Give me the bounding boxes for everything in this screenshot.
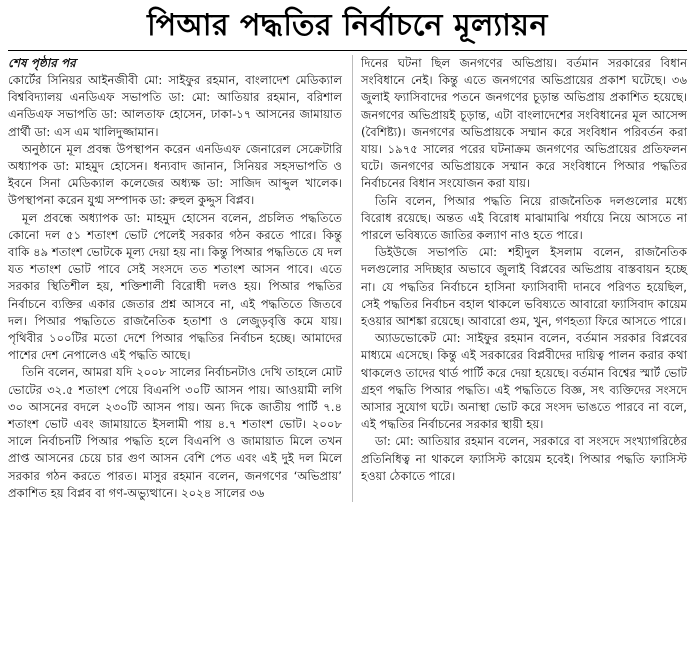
left-column bbox=[8, 55, 342, 502]
right-column bbox=[352, 55, 687, 502]
paragraph: তিনি বলেন, পিআর পদ্ধতি নিয়ে রাজনৈতিক দলগুলোর মধ্যে বিরোধ রয়েছে। অন্তত এই বিরোধ মাঝামাঝি পর্যায়ে নিয়ে আসতে না পারলে ভবিষ্যতে জাতির কল্যাণ নাও হতে পারে। bbox=[361, 193, 687, 243]
paragraph: তিনি বলেন, আমরা যদি ২০০৮ সালের নির্বাচনটাও দেখি তাহলে মোট ভোটের ৩২.৫ শতাংশ পেয়ে বিএনপি ৩০টি আসন পায়। আওয়ামী লগি ৩০ আসনের বদলে ২৩০টি আসন পায়। অন্য দিকে জাতীয় পার্টি ৭.৪ শতাংশ ভোট এবং জামায়াতে ইসলামী পায় ৪.৭ শতাংশ ভোট। ২০০৮ সালে নির্বাচনটি পিআর পদ্ধতি হলে বিএনপি ও জামায়াত মিলে তখন প্রাপ্ত আসনের চেয়ে চার গুণ আসন বেশি পেত এবং এই দুই দল মিলে সরকার গঠন করতে পারত। মাসুর রহমান বলেন, জনগণের ‘অভিপ্রায়’ প্রকাশিত হয় বিপ্লব বা গণ-অভ্যুত্থানে। ২০২৪ সালের ৩৬ bbox=[8, 365, 342, 500]
article-body bbox=[8, 55, 687, 502]
article-headline: পিআর পদ্ধতির নির্বাচনে মূল্যায়ন bbox=[147, 8, 548, 43]
paragraph: মূল প্রবন্ধে অধ্যাপক ডা: মাহমুদ হোসেন বলেন, প্রচলিত পদ্ধতিতে কোনো দল ৫১ শতাংশ ভোট পেলেই সরকার গঠন করতে পারে। কিন্তু বাকি ৪৯ শতাংশ ভোটকে মূল্য দেয়া হয় না। কিন্তু পিআর পদ্ধতিতে যে দল যত শতাংশ ভোট পাবে সেই সংসদে তত শতাংশ আসন পাবে। এতে সরকার স্থিতিশীল হয়, শক্তিশালী বিরোধী দলও হয়। পিআর পদ্ধতির নির্বাচনে ব্যক্তির একার জেতার প্রশ্ন আসবে না, এই পদ্ধতিতে জিতবে দল। পিআর পদ্ধতিতে রাজনৈতিক হতাশা ও লেজুড়বৃত্তি কমে যায়। পৃথিবীর ১০০টির মতো দেশে পিআর পদ্ধতির নির্বাচন হচ্ছে। আমাদের পাশের দেশ নেপালেও এই পদ্ধতি আছে। bbox=[8, 210, 342, 363]
paragraph: কোর্টের সিনিয়র আইনজীবী মো: সাইফুর রহমান, বাংলাদেশ মেডিক্যাল বিশ্ববিদ্যালয় এনডিএফ সভাপতি ডা: মো: আতিয়ার রহমান, বরিশাল এনডিএফ সভাপতি ডা: আলতাফ হোসেন, ঢাকা-১৭ আসনের জামায়াত প্রার্থী ডা: এস এম খালিদুজ্জামান। bbox=[8, 73, 342, 139]
paragraph: ডা: মো: আতিয়ার রহমান বলেন, সরকারে বা সংসদে সংখ্যাগরিষ্ঠের প্রতিনিধিত্ব না থাকলে ফ্যাসিস্ট কায়েম হবেই। পিআর পদ্ধতি ফ্যাসিস্ট হওয়া ঠেকাতে পারে। bbox=[361, 434, 687, 483]
paragraph: অ্যাডভোকেট মো: সাইফুর রহমান বলেন, বর্তমান সরকার বিপ্লবের মাধ্যমে এসেছে। কিন্তু এই সরকারের বিপ্লবীদের দায়িত্ব পালন করার কথা থাকলেও তাদের থার্ড পার্টি করে দেয়া হয়েছে। বর্তমান বিশ্বের স্মার্ট ভোট গ্রহণ পদ্ধতি পিআর পদ্ধতি। এই পদ্ধতিতে বিজ্ঞ, সৎ ব্যক্তিদের সংসদে আসার সুযোগ ঘটে। অনাস্থা ভোট করে সংসদ ভাঙতে পারবে না বলে, এই পদ্ধতির নির্বাচনের সরকার স্থায়ী হয়। bbox=[361, 331, 687, 432]
paragraph: ডিইউজে সভাপতি মো: শহীদুল ইসলাম বলেন, রাজনৈতিক দলগুলোর সদিচ্ছার অভাবে জুলাই বিপ্লবের অভিপ্রায় বাস্তবায়ন হচ্ছে না। যে পদ্ধতির নির্বাচনে হাসিনা ফ্যাসিবাদী দানবে পরিণত হয়েছিল, সেই পদ্ধতির নির্বাচন বহাল থাকলে ভবিষ্যতে আবারো ফ্যাসিবাদ কায়েম হওয়ার আশঙ্কা রয়েছে। আবারো গুম, খুন, গণহত্যা ফিরে আসতে পারে। bbox=[361, 245, 687, 329]
paragraph: দিনের ঘটনা ছিল জনগণের অভিপ্রায়। বর্তমান সরকারের বিধান সংবিধানে নেই। কিন্তু এতে জনগণের অভিপ্রায়ের প্রকাশ ঘটেছে। ৩৬ জুলাই ফ্যাসিবাদের পতনে জনগণের চূড়ান্ত অভিপ্রায় প্রকাশিত হয়েছে। জনগণের অভিপ্রায়ই চূড়ান্ত, এটা বাংলাদেশের সংবিধানের মূল আসেন্স (বৈশিষ্ট্য)। জনগণের অভিপ্রায়কে সম্মান করে সংবিধান পরিবর্তন করা যায়। ১৯৭৫ সালের পরের ঘটনাক্রম জনগণের অভিপ্রায়ের প্রতিফলন ঘটে। জনগণের অভিপ্রায়কে সম্মান করে সংবিধানে পিআর পদ্ধতির নির্বাচনের বিধান সংযোজন করা যায়। bbox=[361, 56, 687, 191]
headline-rule bbox=[8, 50, 687, 51]
continued-from-label: শেষ পৃষ্ঠার পর bbox=[8, 56, 76, 70]
paragraph: অনুষ্ঠানে মূল প্রবন্ধ উপস্থাপন করেন এনডিএফ জেনারেল সেক্রেটারি অধ্যাপক ডা: মাহমুদ হোসেন। ধন্যবাদ জানান, সিনিয়র সহসভাপতি ও ইবনে সিনা মেডিক্যাল কলেজের অধ্যক্ষ ডা: সাজিদ আব্দুল খালেক। উপস্থাপনা করেন যুগ্ম সম্পাদক ডা: রুহুল কুদ্দুস বিপ্লব। bbox=[8, 141, 342, 208]
